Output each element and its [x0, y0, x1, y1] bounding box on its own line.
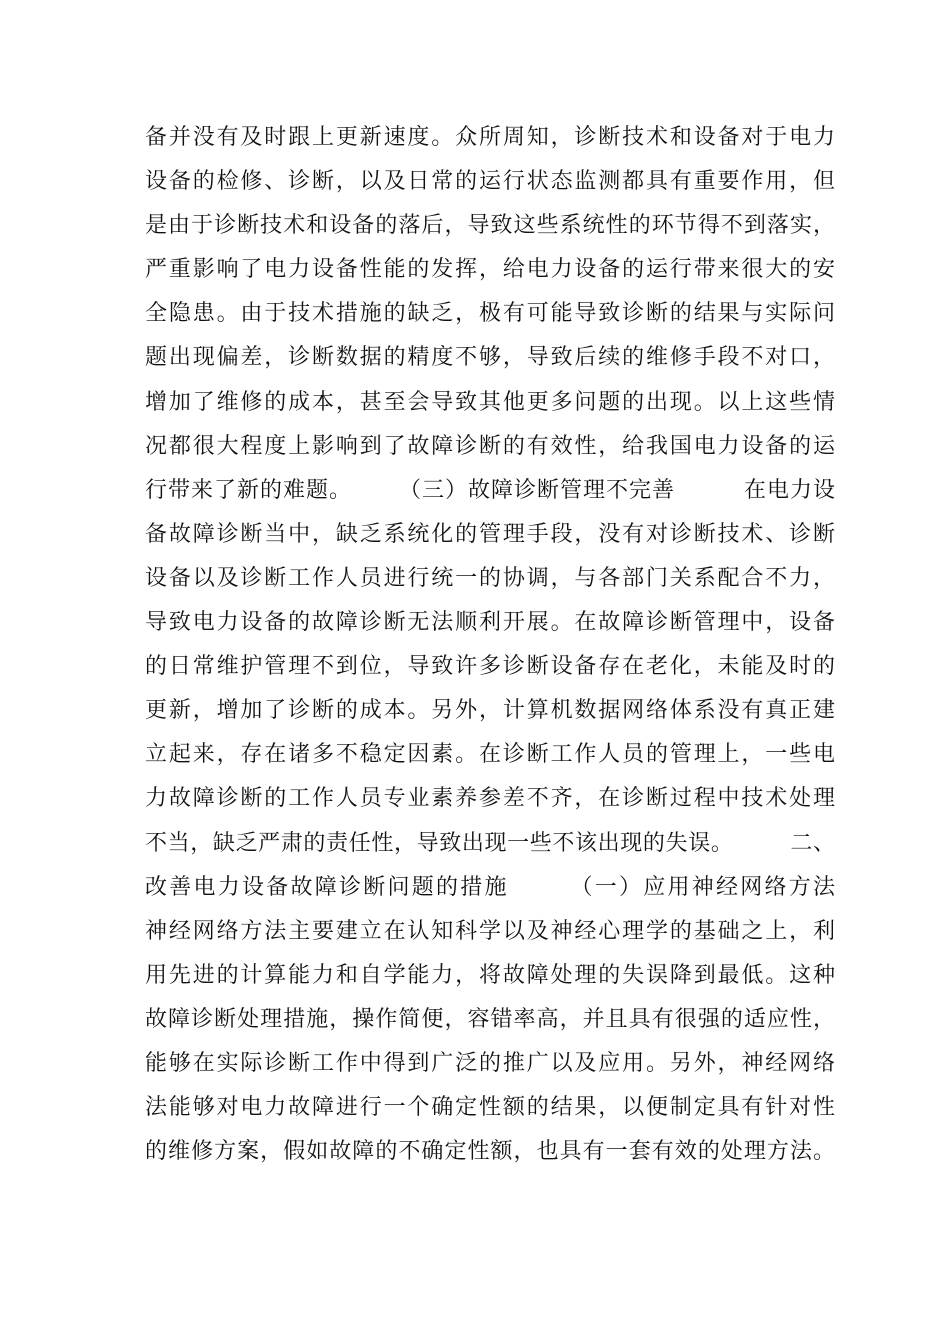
text-line-20: 用先进的计算能力和自学能力，将故障处理的失误降到最低。这种	[145, 962, 835, 988]
text-line-21: 故障诊断处理措施，操作简便，容错率高，并且具有很强的适应性，	[145, 1006, 835, 1032]
text-line-23: 法能够对电力故障进行一个确定性额的结果，以便制定具有针对性	[145, 1095, 835, 1121]
text-line-24: 的维修方案，假如故障的不确定性额，也具有一套有效的处理方法。	[145, 1139, 835, 1165]
text-line-3: 是由于诊断技术和设备的落后，导致这些系统性的环节得不到落实，	[145, 213, 835, 239]
text-line-19: 神经网络方法主要建立在认知科学以及神经心理学的基础之上，利	[145, 918, 835, 944]
text-line-13: 的日常维护管理不到位，导致许多诊断设备存在老化，未能及时的	[145, 654, 835, 680]
text-line-7: 增加了维修的成本，甚至会导致其他更多问题的出现。以上这些情	[145, 389, 835, 415]
text-line-11: 设备以及诊断工作人员进行统一的协调，与各部门关系配合不力，	[145, 565, 835, 591]
text-line-4: 严重影响了电力设备性能的发挥，给电力设备的运行带来很大的安	[145, 257, 835, 283]
text-line-2: 设备的检修、诊断，以及日常的运行状态监测都具有重要作用，但	[145, 169, 835, 195]
text-line-1: 备并没有及时跟上更新速度。众所周知，诊断技术和设备对于电力	[145, 125, 835, 150]
text-line-14: 更新，增加了诊断的成本。另外，计算机数据网络体系没有真正建	[145, 698, 835, 724]
text-line-16: 力故障诊断的工作人员专业素养参差不齐，在诊断过程中技术处理	[145, 786, 835, 812]
body-text	[145, 116, 835, 1174]
text-line-22: 能够在实际诊断工作中得到广泛的推广以及应用。另外，神经网络	[145, 1050, 835, 1076]
text-line-17: 不当，缺乏严肃的责任性，导致出现一些不该出现的失误。 二、	[145, 830, 835, 856]
text-line-8: 况都很大程度上影响到了故障诊断的有效性，给我国电力设备的运	[145, 433, 835, 459]
text-line-18: 改善电力设备故障诊断问题的措施 （一）应用神经网络方法	[145, 874, 835, 900]
text-line-5: 全隐患。由于技术措施的缺乏，极有可能导致诊断的结果与实际问	[145, 301, 835, 327]
text-line-12: 导致电力设备的故障诊断无法顺利开展。在故障诊断管理中，设备	[145, 610, 835, 636]
text-line-6: 题出现偏差，诊断数据的精度不够，导致后续的维修手段不对口，	[145, 345, 835, 371]
text-line-9: 行带来了新的难题。 （三）故障诊断管理不完善 在电力设	[145, 477, 835, 503]
text-line-10: 备故障诊断当中，缺乏系统化的管理手段，没有对诊断技术、诊断	[145, 521, 835, 547]
text-line-15: 立起来，存在诸多不稳定因素。在诊断工作人员的管理上，一些电	[145, 742, 835, 768]
